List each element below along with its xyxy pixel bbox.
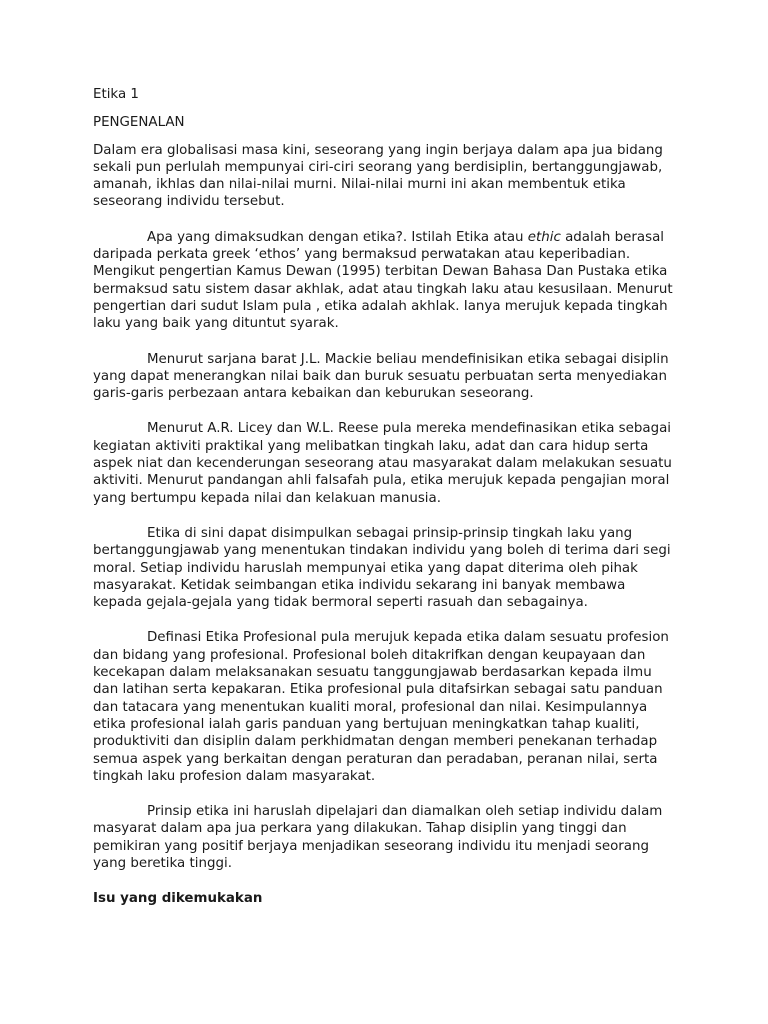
subheading-issues: Isu yang dikemukakan (93, 891, 263, 907)
paragraph-definition-italic: ethic (527, 229, 561, 245)
document-page (93, 86, 673, 908)
paragraph-definition-text-2: adalah berasal daripada perkata greek ‘ethos’ yang bermaksud perwatakan atau keperibadian. Mengikut pengertian Kamus Dewan (1995) terbitan Dewan Bahasa Dan Pustaka etika bermaksud satu sistem dasar akhlak, adat atau tingkah laku atau kesusilaan. Menurut pengertian dari sudut Islam pula , etika adalah akhlak. Ianya merujuk kepada tingkah laku yang baik yang dituntut syarak. (93, 229, 673, 332)
section-heading: PENGENALAN (93, 115, 185, 131)
paragraph-intro: Dalam era globalisasi masa kini, seseorang yang ingin berjaya dalam apa jua bidang sekali pun perlulah mempunyai ciri-ciri seorang yang berdisiplin, bertanggungjawab, amanah, ikhlas dan nilai-nilai murni. Nilai-nilai murni ini akan membentuk etika seseorang individu tersebut. (93, 142, 663, 210)
paragraph-licey-reese: Menurut A.R. Licey dan W.L. Reese pula mereka mendefinasikan etika sebagai kegiatan aktiviti praktikal yang melibatkan tingkah laku, adat dan cara hidup serta aspek niat dan kecenderungan seseorang atau masyarakat dalam melakukan sesuatu aktiviti. Menurut pandangan ahli falsafah pula, etika merujuk kepada pengajian moral yang bertumpu kepada nilai dan kelakuan manusia. (93, 421, 672, 506)
paragraph-conclusion: Etika di sini dapat disimpulkan sebagai prinsip-prinsip tingkah laku yang bertanggungjawab yang menentukan tindakan individu yang boleh di terima dari segi moral. Setiap individu haruslah mempunyai etika yang dapat diterima oleh pihak masyarakat. Ketidak seimbangan etika individu sekarang ini banyak membawa kepada gejala-gejala yang tidak bermoral seperti rasuah dan sebagainya. (93, 525, 671, 611)
paragraph-principles: Prinsip etika ini haruslah dipelajari dan diamalkan oleh setiap individu dalam masyarat dalam apa jua perkara yang dilakukan. Tahap disiplin yang tinggi dan pemikiran yang positif berjaya menjadikan seseorang individu itu menjadi seorang yang beretika tinggi. (93, 804, 663, 871)
paragraph-professional-ethics: Definasi Etika Profesional pula merujuk kepada etika dalam sesuatu profesion dan bidang yang profesional. Profesional boleh ditakrifkan dengan keupayaan dan kecekapan dalam melaksanakan sesuatu tanggungjawab berdasarkan kepada ilmu dan latihan serta kepakaran. Etika profesional pula ditafsirkan sebagai satu panduan dan tatacara yang menentukan kualiti moral, profesional dan nilai. Kesimpulannya etika profesional ialah garis panduan yang bertujuan meningkatkan tahap kualiti, produktiviti dan disiplin dalam perkhidmatan dengan memberi penekanan terhadap semua aspek yang berkaitan dengan peraturan dan peradaban, peranan nilai, serta tingkah laku profesion dalam masyarakat. (93, 630, 669, 784)
document-title: Etika 1 (93, 87, 139, 102)
paragraph-definition-text-1: Apa yang dimaksudkan dengan etika?. Istilah Etika atau (147, 229, 528, 245)
paragraph-definition (93, 229, 673, 333)
paragraph-mackie: Menurut sarjana barat J.L. Mackie beliau mendefinisikan etika sebagai disiplin yang dapat menerangkan nilai baik dan buruk sesuatu perbuatan serta menyediakan garis-garis perbezaan antara kebaikan dan keburukan seseorang. (93, 351, 669, 402)
